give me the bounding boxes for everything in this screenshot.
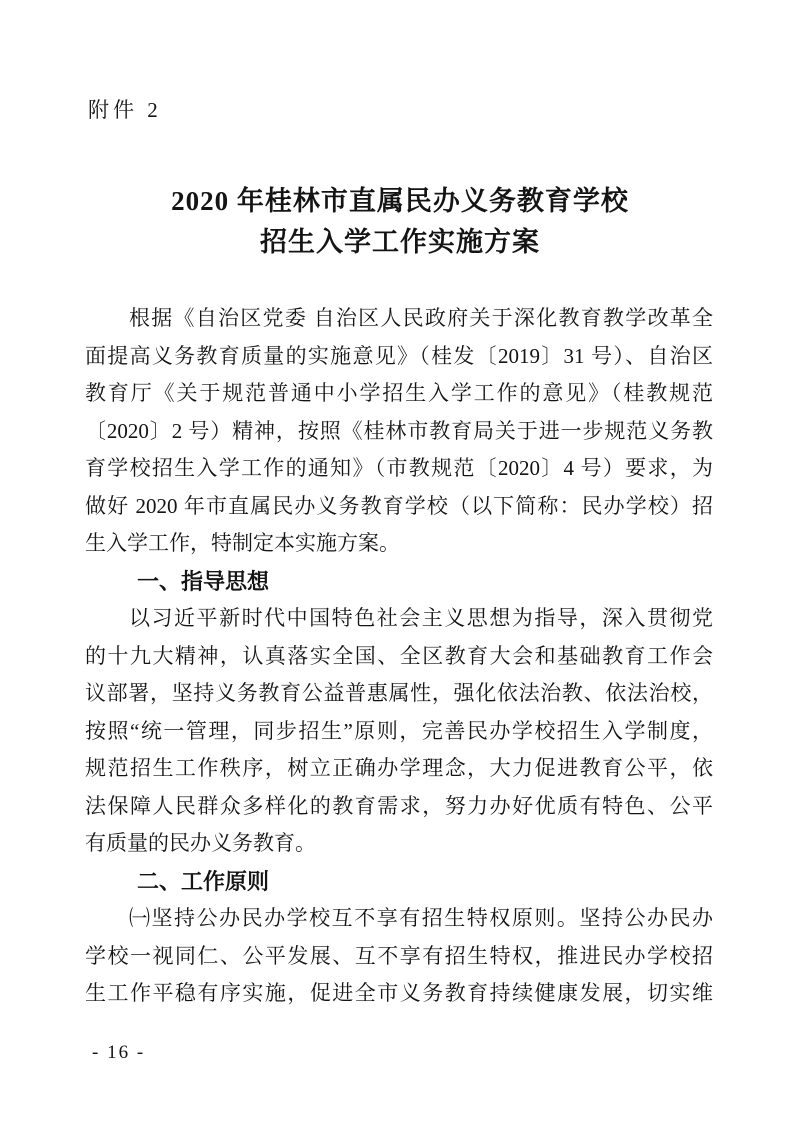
paragraph-line: 做好 2020 年市直属民办义务教育学校（以下简称：民办学校）招 <box>85 493 713 518</box>
paragraph-line: 议部署，坚持义务教育公益普惠属性，强化依法治教、依法治校， <box>85 681 713 705</box>
paragraph-line: 〔2020〕2 号）精神，按照《桂林市教育局关于进一步规范义务教 <box>85 418 713 443</box>
paragraph-line: 以习近平新时代中国特色社会主义思想为指导，深入贯彻党 <box>129 606 713 630</box>
paragraph-line: 按照“统一管理，同步招生”原则，完善民办学校招生入学制度， <box>85 718 713 743</box>
attachment-label: 附件 2 <box>88 98 162 122</box>
paragraph-line: 有质量的民办义务教育。 <box>85 831 316 855</box>
page-number: - 16 - <box>92 1042 146 1063</box>
paragraph-line: 教育厅《关于规范普通中小学招生入学工作的意见》（桂教规范 <box>85 381 713 405</box>
paragraph-line: ㈠坚持公办民办学校互不享有招生特权原则。坚持公办民办 <box>129 906 713 930</box>
document-body <box>85 300 713 1013</box>
paragraph-line: 根据《自治区党委 自治区人民政府关于深化教育教学改革全 <box>129 306 713 330</box>
section-heading-1: 一、指导思想 <box>137 568 270 594</box>
paragraph-line: 规范招生工作秩序，树立正确办学理念，大力促进教育公平，依 <box>85 756 713 780</box>
title-line-2: 招生入学工作实施方案 <box>260 227 540 257</box>
document-title <box>0 181 800 263</box>
paragraph-line: 生工作平稳有序实施，促进全市义务教育持续健康发展，切实维 <box>85 981 713 1005</box>
paragraph-line: 育学校招生入学工作的通知》（市教规范〔2020〕4 号）要求，为 <box>85 456 713 480</box>
section-heading-2: 二、工作原则 <box>137 868 270 894</box>
paragraph-line: 的十九大精神，认真落实全国、全区教育大会和基础教育工作会 <box>85 643 713 668</box>
title-line-1: 2020 年桂林市直属民办义务教育学校 <box>171 186 629 216</box>
paragraph-line: 法保障人民群众多样化的教育需求，努力办好优质有特色、公平 <box>85 793 713 818</box>
paragraph-line: 面提高义务教育质量的实施意见》（桂发〔2019〕31 号）、自治区 <box>85 343 713 368</box>
paragraph-line: 生入学工作，特制定本实施方案。 <box>85 531 400 555</box>
paragraph-line: 学校一视同仁、公平发展、互不享有招生特权，推进民办学校招 <box>85 943 713 968</box>
